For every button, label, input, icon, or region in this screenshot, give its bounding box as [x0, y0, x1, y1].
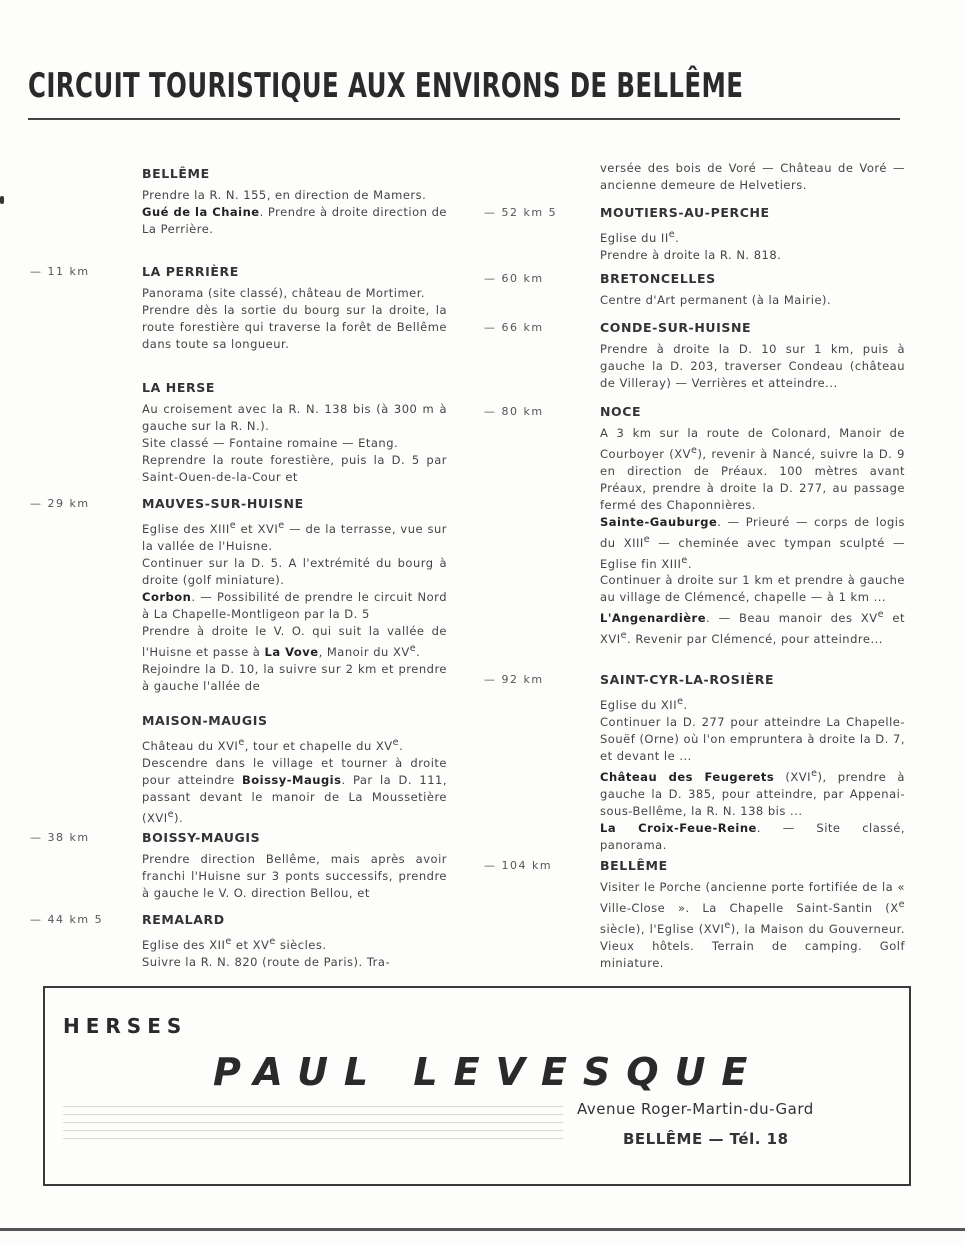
right-entry: [484, 858, 905, 972]
place-description: [600, 693, 905, 854]
left-entry: [30, 912, 447, 971]
description-paragraph: L'Angenardière. — Beau manoir des XVe et XVIe. Revenir par Clémencé, pour atteindre...: [600, 609, 906, 647]
place-name: SAINT-CYR-LA-ROSIÈRE: [600, 672, 775, 687]
ad-decorative-lines: [63, 1106, 563, 1146]
right-entry: [484, 404, 906, 648]
description-paragraph: Centre d'Art permanent (à la Mairie).: [600, 293, 832, 307]
description-paragraph: Suivre la R. N. 820 (route de Paris). Tra-: [142, 954, 391, 969]
place-name: BRETONCELLES: [600, 271, 716, 286]
description-paragraph: Château des Feugerets (XVIe), prendre à gauche la D. 385, pour atteindre, par Appenai-sous-Bellême, la R. N. 138 bis ...: [600, 767, 905, 818]
place-name: BELLÊME: [142, 166, 210, 181]
ad-city-phone: BELLÊME — Tél. 18: [623, 1130, 789, 1148]
description-paragraph: Eglise des XIIIe et XVIe — de la terrasse, vue sur la vallée de l'Huisne.: [142, 520, 447, 553]
margin-mark: [0, 196, 4, 204]
right-entry: [600, 160, 905, 194]
place-description: [142, 933, 447, 971]
description-paragraph: Prendre à droite le V. O. qui suit la vallée de l'Huisne et passe à La Vove, Manoir du XVe.: [142, 623, 447, 659]
description-paragraph: Au croisement avec la R. N. 138 bis (à 300 m à gauche sur la R. N.).: [142, 402, 447, 433]
description-paragraph: Reprendre la route forestière, puis la D. 5 par Saint-Ouen-de-la-Cour et: [142, 453, 447, 484]
title-rule: [28, 118, 900, 120]
place-description: [600, 879, 905, 972]
distance-marker: — 52 km 5: [484, 206, 558, 219]
place-name: REMALARD: [142, 912, 225, 927]
description-paragraph: Panorama (site classé), château de Mortimer.: [142, 286, 426, 300]
description-paragraph: Prendre direction Bellême, mais après avoir franchi l'Huisne sur 3 ponts successifs, prendre à gauche le V. O. direction Bellou, et: [142, 852, 447, 900]
right-entry: [484, 320, 905, 392]
distance-marker: — 66 km: [484, 321, 544, 334]
place-description: [142, 285, 447, 353]
description-paragraph: Descendre dans le village et tourner à droite pour atteindre Boissy-Maugis. Par la D. 111, passant devant le manoir de La Moussetière (XVIe).: [142, 755, 447, 825]
description-paragraph: A 3 km sur la route de Colonard, Manoir de Courboyer (XVe), revenir à Nancé, suivre la D. 9 en direction de Préaux. 100 mètres avant Préaux, prendre à droite la D. 277, au passage fermé des Chaponnières.: [600, 426, 905, 512]
distance-marker: — 60 km: [484, 272, 544, 285]
page-title: CIRCUIT TOURISTIQUE AUX ENVIRONS DE BELLÊME: [28, 66, 744, 106]
left-entry: [30, 496, 447, 695]
description-paragraph: Eglise du XIIe.: [600, 696, 688, 712]
description-paragraph: Eglise des XIIe et XVe siècles.: [142, 936, 327, 952]
description-paragraph: Site classé — Fontaine romaine — Etang.: [142, 436, 399, 450]
right-entry: [484, 271, 905, 309]
distance-marker: — 11 km: [30, 265, 90, 278]
distance-marker: — 29 km: [30, 497, 90, 510]
left-entry: [30, 830, 447, 902]
distance-marker: — 104 km: [484, 859, 553, 872]
description-paragraph: Eglise du IIe.: [600, 229, 680, 245]
place-name: MAISON-MAUGIS: [142, 713, 268, 728]
place-name: NOCE: [600, 404, 642, 419]
distance-marker: — 38 km: [30, 831, 90, 844]
place-description: [600, 292, 905, 309]
place-description: [142, 187, 447, 238]
description-paragraph: Continuer sur la D. 5. A l'extrémité du bourg à droite (golf miniature).: [142, 555, 447, 587]
place-description: [142, 851, 447, 902]
description-paragraph: Visiter le Porche (ancienne porte fortifiée de la « Ville-Close ». La Chapelle Saint-Santin (Xe siècle), l'Eglise (XVIe), la Maison du Gouverneur. Vieux hôtels. Terrain de camping. Golf miniature.: [600, 880, 905, 970]
place-description: [142, 734, 447, 827]
ad-address: Avenue Roger-Martin-du-Gard: [577, 1100, 814, 1118]
distance-marker: — 92 km: [484, 673, 544, 686]
left-entry: [142, 166, 447, 238]
description-paragraph: Château du XVIe, tour et chapelle du XVe.: [142, 737, 404, 753]
ad-herses: HERSES: [63, 1014, 188, 1038]
place-description: [600, 160, 905, 194]
place-description: [142, 401, 447, 486]
distance-marker: — 44 km 5: [30, 913, 104, 926]
right-entry: [484, 205, 905, 264]
description-paragraph: versée des bois de Voré — Château de Voré — ancienne demeure de Helvetiers.: [600, 161, 905, 192]
advertisement: [43, 986, 911, 1186]
ad-company-name: PAUL LEVESQUE: [213, 1050, 764, 1094]
distance-marker: — 80 km: [484, 405, 544, 418]
place-name: MAUVES-SUR-HUISNE: [142, 496, 304, 511]
description-paragraph: Gué de la Chaine. Prendre à droite direction de La Perrière.: [142, 205, 447, 236]
left-entry: [142, 380, 447, 486]
description-paragraph: Prendre à droite la D. 10 sur 1 km, puis à gauche la D. 203, traverser Condeau (château de Villeray) — Verrières et atteindre...: [600, 342, 905, 390]
description-paragraph: Corbon. — Possibilité de prendre le circuit Nord à La Chapelle-Montligeon par la D. 5: [142, 589, 447, 621]
description-paragraph: Rejoindre la D. 10, la suivre sur 2 km et prendre à gauche l'allée de: [142, 661, 447, 693]
place-name: BOISSY-MAUGIS: [142, 830, 261, 845]
left-entry: [142, 713, 447, 827]
place-name: LA HERSE: [142, 380, 215, 395]
description-paragraph: Sainte-Gauburge. — Prieuré — corps de logis du XIIIe — cheminée avec tympan sculpté — Eglise fin XIIIe.: [600, 514, 905, 571]
right-entry: [484, 672, 905, 854]
bottom-rule: [0, 1228, 965, 1231]
description-paragraph: Continuer à droite sur 1 km et prendre à gauche au village de Clémencé, chapelle — à 1 km ...: [600, 573, 905, 605]
description-paragraph: Prendre la R. N. 155, en direction de Mamers.: [142, 188, 427, 202]
description-paragraph: Prendre dès la sortie du bourg sur la droite, la route forestière qui traverse la forêt de Bellême dans toute sa longueur.: [142, 303, 447, 351]
place-name: CONDE-SUR-HUISNE: [600, 320, 752, 335]
description-paragraph: Prendre à droite la R. N. 818.: [600, 247, 782, 262]
place-description: [600, 425, 905, 648]
description-paragraph: Continuer la D. 277 pour atteindre La Chapelle-Souëf (Orne) où l'on emprunterа à droite la D. 7, et devant le ...: [600, 714, 905, 763]
place-name: MOUTIERS-AU-PERCHE: [600, 205, 770, 220]
place-name: BELLÊME: [600, 858, 668, 873]
place-description: [600, 226, 905, 264]
description-paragraph: La Croix-Feue-Reine. — Site classé, panorama.: [600, 820, 905, 852]
left-entry: [30, 264, 447, 353]
place-description: [142, 517, 447, 695]
place-name: LA PERRIÈRE: [142, 264, 239, 279]
place-description: [600, 341, 905, 392]
